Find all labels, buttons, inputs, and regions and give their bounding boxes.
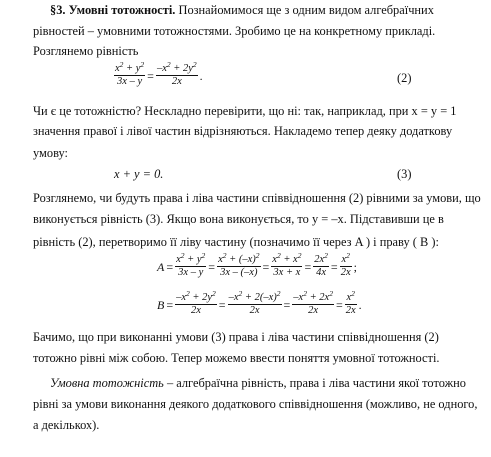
text-line: а декількох).	[33, 418, 100, 432]
equation-3: x + y = 0.	[114, 167, 164, 181]
equation-A: A = $\frac{x^2 + y^2}{3x - y}$ = $\frac{x^2 + (-x)^2}{3x - (-x)}$ = $\frac{x^2 + x^2}{3x + x}$ = $\frac{2x^2}{4x}$ = $\frac{x^2}{2x}$ ;	[157, 251, 357, 278]
text-line: умову:	[33, 146, 68, 160]
equation-number: (2)	[397, 71, 412, 85]
equation-B: B = $\frac{-x^2 + 2y^2}{2x}$ = $\frac{-x^2 + 2(-x)^2}{2x}$ = $\frac{-x^2 + 2x^2}{2x}$ = $\frac{x^2}{2x}$ .	[157, 289, 362, 316]
text-line: Розглянемо, чи будуть права і ліва частини співвідношення (2) рівними за умови, що	[33, 191, 481, 205]
text-line: рівність (2), перетворимо її ліву частину (позначимо її через A ) і праву ( B ):	[33, 235, 439, 249]
text-line: Розглянемо рівність	[33, 44, 139, 58]
text-line: Бачимо, що при виконанні умови (3) права і ліва частини співвідношення (2)	[33, 330, 439, 344]
text-line: значення правої і лівої частин відрізняються. Накладемо тепер деяку додаткову	[33, 124, 453, 138]
fraction: $\frac{x^2 + y^2}{3x - y}$	[115, 60, 145, 87]
section-intro-line	[50, 4, 479, 16]
text-line: виконується рівність (3). Якщо вона виконується, то y = –x. Підставивши це в	[33, 212, 444, 226]
text-line: тотожно рівні між собою. Тепер можемо ввести поняття умовної тотожності.	[33, 351, 440, 365]
section-heading: §3. Умовні тотожності.	[50, 3, 176, 17]
definition-line	[50, 377, 479, 389]
fraction: $\frac{-x^2 + 2y^2}{2x}$	[156, 60, 197, 87]
equation-number: (3)	[397, 167, 412, 181]
text-line: рівні за умови виконання деякого додаткового співвідношення (можливо, не одного,	[33, 397, 478, 411]
defined-term: Умовна тотожність	[50, 376, 164, 390]
equation-2: $\frac{x^2 + y^2}{3x - y}$ = $\frac{-x^2 + 2y^2}{2x}$ .	[115, 60, 203, 87]
text-line: – алгебраїчна рівність, права і ліва частини якої тотожно	[166, 376, 466, 390]
text-line: Чи є це тотожністю? Нескладно перевірити, що ні: так, наприклад, при x = y = 1	[33, 104, 457, 118]
text-line: Познайомимося ще з одним видом алгебраїчних	[178, 3, 434, 17]
text-line: рівностей – умовними тотожностями. Зробимо це на конкретному прикладі.	[33, 24, 436, 38]
